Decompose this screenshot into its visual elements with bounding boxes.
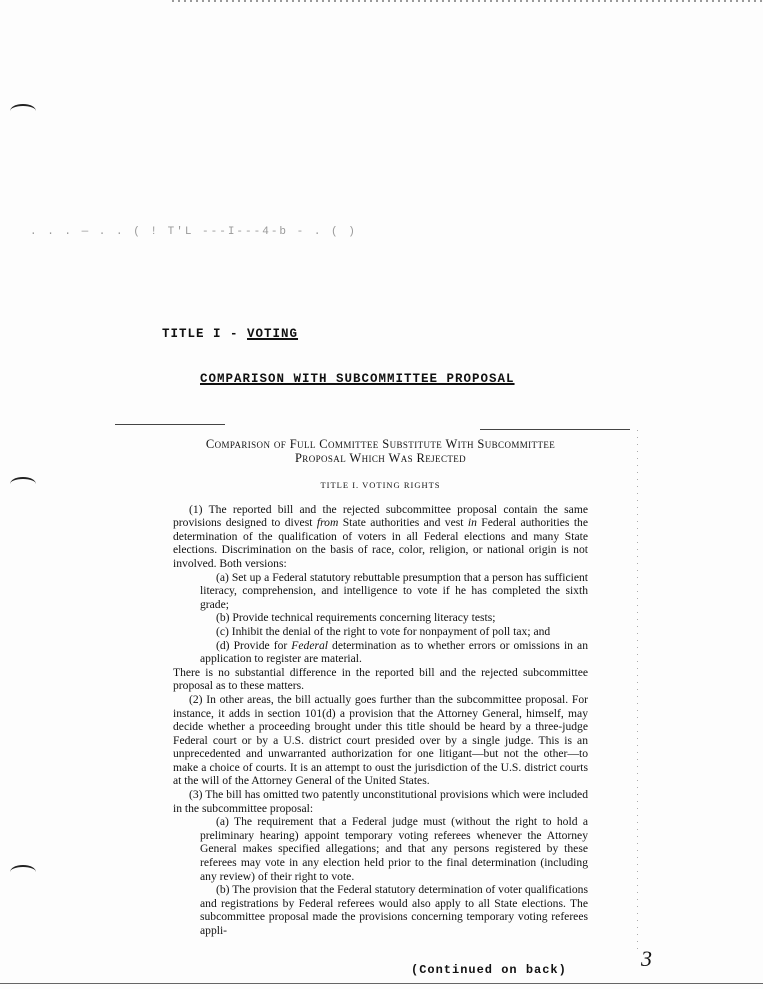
list-item-d: (d) Provide for Federal determination as to whether errors or omissions in an application to register are material. xyxy=(200,638,588,666)
clipping-heading: Comparison of Full Committee Substitute With Subcommittee Proposal Which Was Rejected xyxy=(205,437,556,465)
continued-note: (Continued on back) xyxy=(411,963,567,977)
page-bottom-edge xyxy=(0,983,763,984)
clipping-border-top xyxy=(480,429,630,430)
hole-punch-mark xyxy=(10,477,36,491)
handwritten-page-number: 3 xyxy=(641,946,652,971)
title-underlined: VOTING xyxy=(247,327,299,341)
clipping-border-right xyxy=(637,430,638,950)
paragraph-3-item-a: (a) The requirement that a Federal judge must (without the right to hold a preliminary hearing) appoint temporary voting referees whenever the Attorney General makes specified allegations; and that any persons registered by these referees may vote in any election held prior to the final determination (including any review) of their right to vote. xyxy=(200,815,588,883)
paragraph-2: (2) In other areas, the bill actually goes further than the subcommittee proposal. For instance, it adds in section 101(d) a provision that the Attorney General, himself, may decide whether a proceeding brought under this title should be heard by a three-judge Federal court or by a U.S. district court presided over by a single judge. This is an unprecedented and unwarranted authorization for one litigant—but not the other—to make a choice of courts. It is an attempt to oust the jurisdiction of the U.S. district courts at the will of the Attorney General of the United States. xyxy=(173,692,588,788)
paragraph-3: (3) The bill has omitted two patently unconstitutional provisions which were included in the subcommittee proposal: xyxy=(173,788,588,815)
title-prefix: TITLE I - xyxy=(162,327,248,341)
paragraph-1: (1) The reported bill and the rejected subcommittee proposal contain the same provisions designed to divest from State authorities and vest in Federal authorities the determination of the qualification of voters in all Federal elections and many State elections. Discrimination on the basis of race, color, religion, or national origin is not involved. Both versions: xyxy=(173,502,588,570)
subtitle-text: COMPARISON WITH SUBCOMMITTEE PROPOSAL xyxy=(200,372,515,386)
paragraph-3-item-b: (b) The provision that the Federal statutory determination of voter qualifications and registrations by Federal referees would also apply to all State elections. The subcommittee proposal made the provisions concerning temporary voting referees appli- xyxy=(200,883,588,937)
typed-title xyxy=(162,327,298,341)
typed-subtitle xyxy=(200,372,515,386)
clipping-border-top xyxy=(115,424,225,425)
scan-edge-dots xyxy=(172,0,763,2)
list-item-b: (b) Provide technical requirements concerning literacy tests; xyxy=(216,611,496,625)
report-clipping xyxy=(173,437,588,938)
section-title: TITLE I. VOTING RIGHTS xyxy=(320,480,441,490)
scan-artifacts: . . . — . . ( ! T'L ---I---4-b - . ( ) xyxy=(30,226,357,238)
hole-punch-mark xyxy=(10,104,36,118)
paragraph-1-close: There is no substantial difference in the reported bill and the rejected subcommittee proposal as to these matters. xyxy=(173,665,588,693)
list-item-c: (c) Inhibit the denial of the right to vote for nonpayment of poll tax; and xyxy=(216,624,551,638)
hole-punch-mark xyxy=(10,865,36,879)
list-item-a: (a) Set up a Federal statutory rebuttable presumption that a person has sufficient literacy, comprehension, and intelligence to vote if he has completed the sixth grade; xyxy=(200,570,588,611)
